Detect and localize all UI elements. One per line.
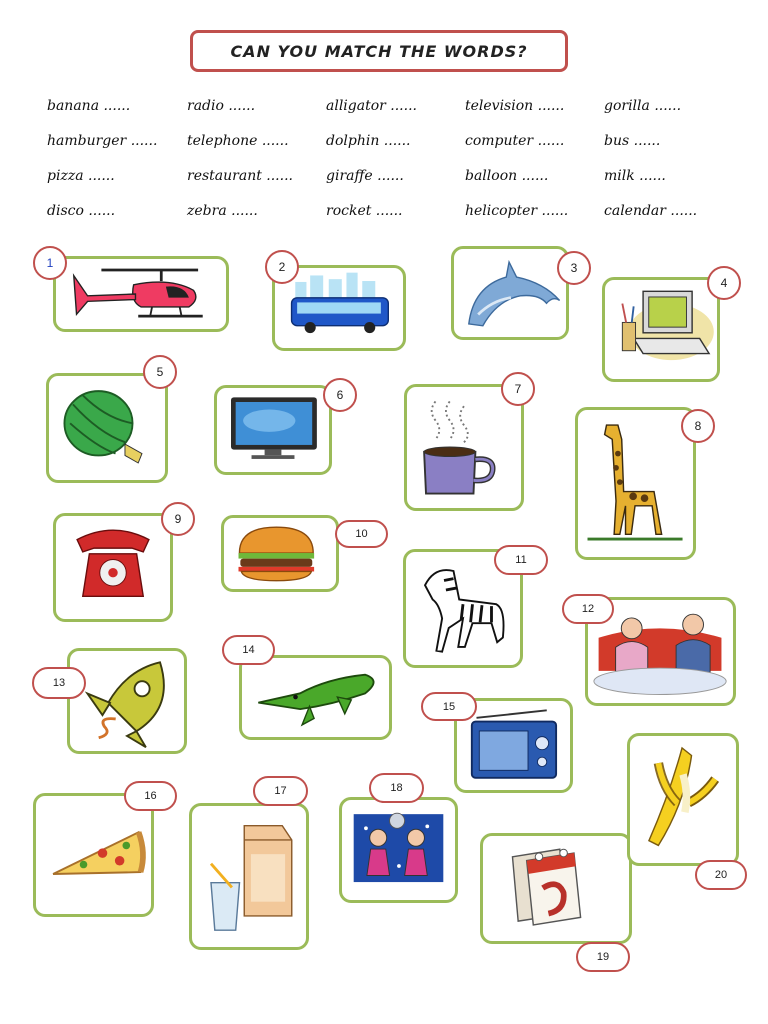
number-badge-18: 18 — [369, 773, 424, 803]
number-badge-8: 8 — [681, 409, 715, 443]
balloon-icon — [49, 376, 165, 480]
number-badge-5: 5 — [143, 355, 177, 389]
word-item: disco ...... — [47, 203, 116, 219]
word-item: telephone ...... — [187, 133, 289, 149]
number-badge-15: 15 — [421, 692, 477, 721]
word-item: computer ...... — [465, 133, 565, 149]
number-badge-12: 12 — [562, 594, 614, 624]
word-item: balloon ...... — [465, 168, 549, 184]
number-badge-6: 6 — [323, 378, 357, 412]
number-badge-17: 17 — [253, 776, 308, 806]
word-item: television ...... — [465, 98, 565, 114]
bus-icon — [275, 268, 403, 348]
worksheet-title: CAN YOU MATCH THE WORDS? — [230, 41, 528, 61]
number-badge-4: 4 — [707, 266, 741, 300]
pizza-icon — [36, 796, 151, 914]
word-item: pizza ...... — [47, 168, 115, 184]
number-badge-11: 11 — [494, 545, 548, 575]
picture-card-banana — [627, 733, 739, 866]
number-badge-10: 10 — [335, 520, 388, 548]
helicopter-icon — [56, 259, 226, 329]
rocket-icon — [70, 651, 184, 751]
giraffe-icon — [578, 410, 693, 557]
word-item: bus ...... — [604, 133, 661, 149]
number-badge-14: 14 — [222, 635, 275, 665]
word-item: calendar ...... — [604, 203, 698, 219]
picture-card-disco — [339, 797, 458, 903]
word-item: radio ...... — [187, 98, 256, 114]
picture-card-rocket — [67, 648, 187, 754]
picture-card-telephone — [53, 513, 173, 622]
computer-icon — [605, 280, 717, 379]
milk-icon — [192, 806, 306, 947]
word-item: alligator ...... — [326, 98, 417, 114]
banana-icon — [630, 736, 736, 863]
picture-card-computer — [602, 277, 720, 382]
coffee-mug-icon — [407, 387, 521, 508]
television-icon — [217, 388, 329, 472]
picture-card-pizza — [33, 793, 154, 917]
picture-card-hamburger — [221, 515, 339, 592]
word-item: hamburger ...... — [47, 133, 158, 149]
picture-card-television — [214, 385, 332, 475]
picture-card-balloon — [46, 373, 168, 483]
picture-card-calendar — [480, 833, 632, 944]
word-item: rocket ...... — [326, 203, 403, 219]
word-item: helicopter ...... — [465, 203, 569, 219]
picture-card-giraffe — [575, 407, 696, 560]
number-badge-3: 3 — [557, 251, 591, 285]
word-item: restaurant ...... — [187, 168, 293, 184]
picture-card-milk — [189, 803, 309, 950]
number-badge-9: 9 — [161, 502, 195, 536]
word-item: banana ...... — [47, 98, 131, 114]
calendar-icon — [483, 836, 629, 941]
word-item: gorilla ...... — [604, 98, 682, 114]
number-badge-20: 20 — [695, 860, 747, 890]
word-item: zebra ...... — [187, 203, 258, 219]
word-item: giraffe ...... — [326, 168, 404, 184]
disco-icon — [342, 800, 455, 900]
number-badge-1: 1 — [33, 246, 67, 280]
word-item: dolphin ...... — [326, 133, 411, 149]
telephone-icon — [56, 516, 170, 619]
picture-card-dolphin — [451, 246, 569, 340]
number-badge-7: 7 — [501, 372, 535, 406]
number-badge-13: 13 — [32, 667, 86, 699]
number-badge-16: 16 — [124, 781, 177, 811]
worksheet-title-box — [190, 30, 568, 72]
number-badge-2: 2 — [265, 250, 299, 284]
picture-card-helicopter — [53, 256, 229, 332]
alligator-icon — [242, 658, 389, 737]
hamburger-icon — [224, 518, 336, 589]
picture-card-coffee-mug — [404, 384, 524, 511]
dolphin-icon — [454, 249, 566, 337]
word-item: milk ...... — [604, 168, 666, 184]
number-badge-19: 19 — [576, 942, 630, 972]
picture-card-alligator — [239, 655, 392, 740]
